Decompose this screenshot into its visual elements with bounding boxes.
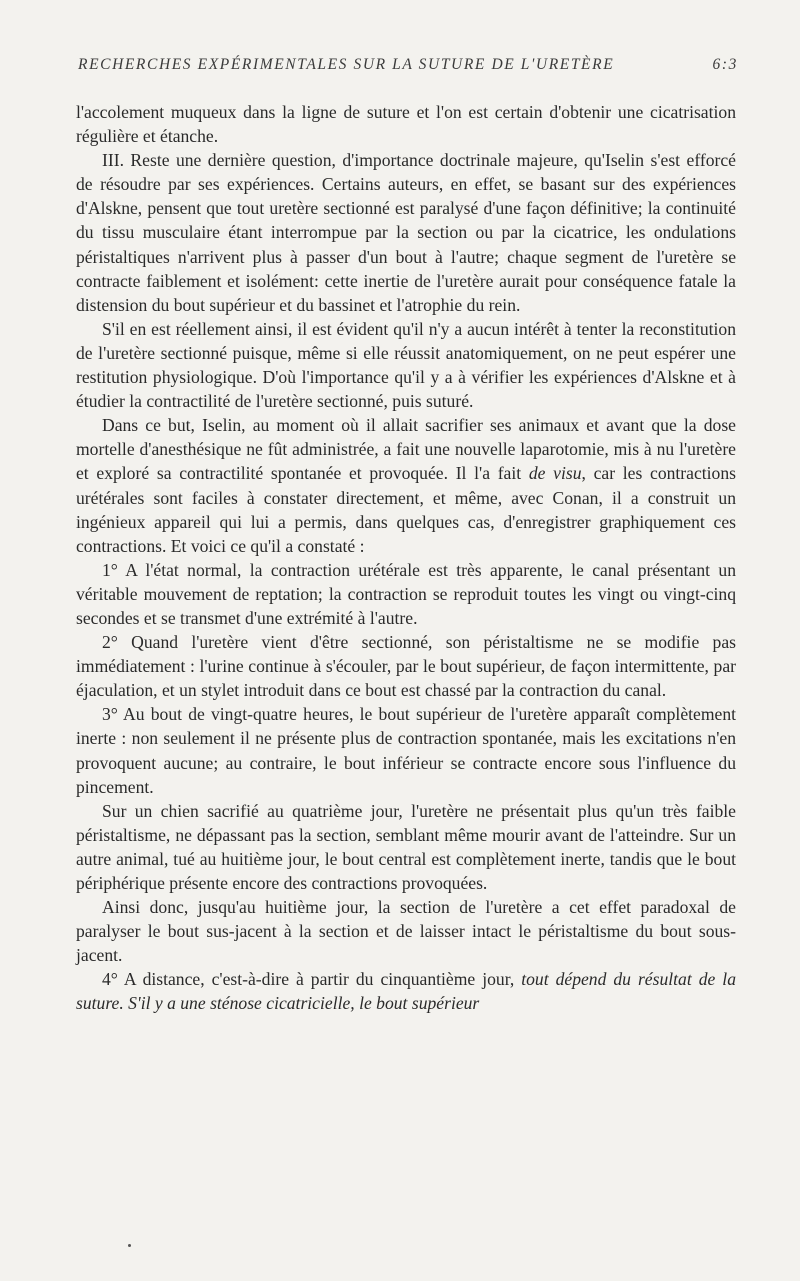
- paragraph-2: III. Reste une dernière question, d'importance doctrinale majeure, qu'Iselin s'est efforcé de résoudre par ses expériences. Certains auteurs, en effet, se basant sur des expériences d'Alskne, pensent que tout uretère sectionné est paralysé d'une façon définitive; la continuité du tissu musculaire étant interrompue par la section ou par la cicatrice, les ondulations péristaltiques n'arrivent plus à passer d'un bout à l'autre; chaque segment de l'uretère se contracte faiblement et isolément: cette inertie de l'uretère aurait pour conséquence fatale la distension du bout supérieur et du bassinet et l'atrophie du rein.: [76, 150, 736, 315]
- paragraph-5: 1° A l'état normal, la contraction urétérale est très apparente, le canal présentant un véritable mouvement de reptation; la contraction se reproduit toutes les vingt ou vingt-cinq secondes et se transmet d'une extrémité à l'autre.: [76, 559, 736, 628]
- running-title: RECHERCHES EXPÉRIMENTALES SUR LA SUTURE DE L'URETÈRE: [78, 56, 615, 73]
- running-header: [78, 56, 738, 74]
- text-span: Dans ce but, Iselin, au moment où il allait sacrifier ses animaux et avant que la dose mortelle d'anesthésique ne fût administrée, a fait une nouvelle laparotomie, mis à nu l'uretère et exploré sa contractilité spontanée et provoquée. Il l'a fait: [76, 415, 736, 484]
- text-span: , car les contractions urétérales sont faciles à constater directement, et même, avec Conan, il a construit un ingénieux appareil qui lui a permis, dans quelques cas, d'enregistrer graphiquement ces contractions. Et voici ce qu'il a constaté :: [76, 463, 736, 556]
- paragraph-9: Ainsi donc, jusqu'au huitième jour, la section de l'uretère a cet effet paradoxal de paralyser le bout sus-jacent à la section et de laisser intact le péristaltisme du bout sous-jacent.: [76, 897, 736, 966]
- body-text: [76, 100, 736, 1016]
- paragraph-10: [76, 967, 736, 1015]
- paragraph-7: 3° Au bout de vingt-quatre heures, le bout supérieur de l'uretère apparaît complètement inerte : non seulement il ne présente plus de contraction spontanée, mais les excitations n'en provoquent aucune; au contraire, le bout inférieur se contracte encore sous l'influence du pincement.: [76, 704, 736, 797]
- paragraph-6: 2° Quand l'uretère vient d'être sectionné, son péristaltisme ne se modifie pas immédiatement : l'urine continue à s'écouler, par le bout supérieur, de façon intermittente, par éjaculation, et un stylet introduit dans ce bout est chassé par la contraction du canal.: [76, 632, 736, 701]
- italic-phrase: de visu: [528, 463, 582, 484]
- paragraph-4: [76, 413, 736, 558]
- print-speck: [128, 1244, 131, 1247]
- paragraph-3: S'il en est réellement ainsi, il est évident qu'il n'y a aucun intérêt à tenter la reconstitution de l'uretère sectionné puisque, même si elle réussit anatomiquement, on ne peut espérer une restitution physiologique. D'où l'importance qu'il y a à vérifier les expériences d'Alskne et à étudier la contractilité de l'uretère sectionné, puis suturé.: [76, 318, 736, 412]
- paragraph-8: Sur un chien sacrifié au quatrième jour, l'uretère ne présentait plus qu'un très faible péristaltisme, ne dépassant pas la section, semblant même mourir avant de l'atteindre. Sur un autre animal, tué au huitième jour, le bout central est complètement inerte, tandis que le bout périphérique présente encore des contractions provoquées.: [76, 800, 736, 893]
- text-span: 4° A distance, c'est-à-dire à partir du cinquantième jour,: [102, 969, 522, 990]
- italic-phrase: tout dépend du résultat de la suture. S'il y a une sténose cicatricielle, le bout supérieur: [76, 969, 736, 1014]
- paragraph-1: l'accolement muqueux dans la ligne de suture et l'on est certain d'obtenir une cicatrisation régulière et étanche.: [76, 102, 736, 147]
- page-number: 6:3: [712, 56, 738, 73]
